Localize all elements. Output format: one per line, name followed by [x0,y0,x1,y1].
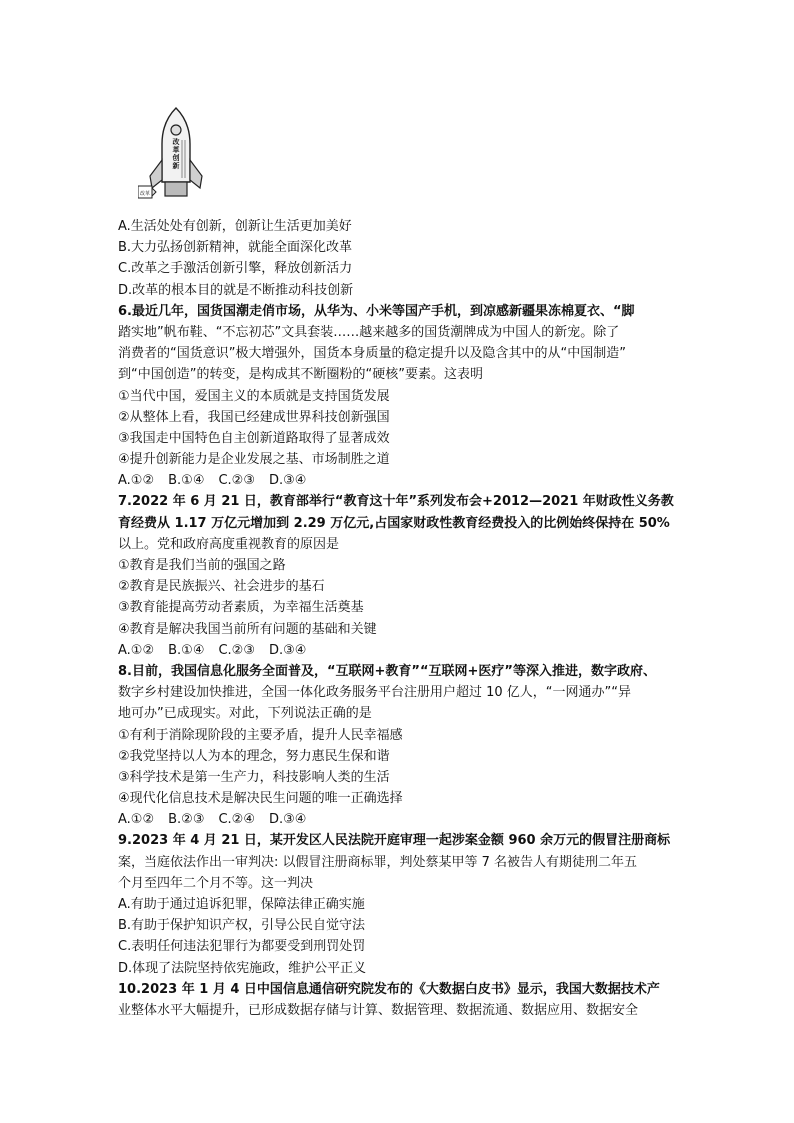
q6-choice-a: A.①② [118,473,155,489]
q7-choice-b: B.①④ [168,642,205,658]
q5-option-d: D.改革的根本目的就是不断推动科技创新 [118,282,354,298]
q5-options [118,216,678,301]
question-9 [118,830,678,978]
q8-statement-2: ②我党坚持以人为本的理念，努力惠民生保和谐 [118,748,390,764]
q6-choice-d: D.③④ [269,473,307,489]
q8-statement-3: ③科学技术是第一生产力，科技影响人类的生活 [118,769,390,785]
q7-statement-4: ④教育是解决我国当前所有问题的基础和关键 [118,621,377,637]
q8-choices [118,809,678,830]
q9-option-c: C.表明任何违法犯罪行为都要受到刑罚处罚 [118,939,366,955]
q6-stem-line: 到“中国创造”的转变，是构成其不断圈粉的“硬核”要素。这表明 [118,367,483,383]
q6-statement-2: ②从整体上看，我国已经建成世界科技创新强国 [118,409,390,425]
q8-choice-b: B.②③ [168,812,205,828]
question-6 [118,301,678,492]
q9-stem-line: 个月至四年二个月不等。这一判决 [118,875,314,891]
q8-choice-c: C.②④ [218,812,255,828]
rocket-illustration [138,104,214,204]
svg-text:改革: 改革 [139,191,151,197]
q5-option-b: B.大力弘扬创新精神，就能全面深化改革 [118,240,353,256]
q6-statement-3: ③我国走中国特色自主创新道路取得了显著成效 [118,430,390,446]
question-10 [118,979,678,1021]
q7-choices [118,640,678,661]
question-8 [118,661,678,831]
q6-stem-line: 消费者的“国货意识”极大增强外，国货本身质量的稳定提升以及隐含其中的从“中国制造” [118,346,626,362]
q7-statement-3: ③教育能提高劳动者素质，为幸福生活奠基 [118,600,364,616]
q8-statement-4: ④现代化信息技术是解决民生问题的唯一正确选择 [118,791,403,807]
q9-option-d: D.体现了法院坚持依宪施政，维护公平正义 [118,960,367,976]
q7-stem-line: 以上。党和政府高度重视教育的原因是 [118,536,340,552]
q6-statement-4: ④提升创新能力是企业发展之基、市场制胜之道 [118,452,390,468]
q9-option-a: A.有助于通过追诉犯罪，保障法律正确实施 [118,897,365,912]
q7-choice-a: A.①② [118,642,155,658]
q8-stem-line: 8.目前，我国信息化服务全面普及，“互联网+教育”“互联网+医疗”等深入推进，数字政府、 [118,663,656,679]
question-7 [118,491,678,661]
q6-choices [118,470,678,491]
q9-stem-line: 案，当庭依法作出一审判决: 以假冒注册商标罪，判处蔡某甲等 7 名被告人有期徒刑二年五 [118,854,638,870]
q5-option-a: A.生活处处有创新，创新让生活更加美好 [118,219,352,234]
q9-stem-line: 9.2023 年 4 月 21 日，某开发区人民法院开庭审理一起涉案金额 960 余万元的假冒注册商标 [118,833,671,849]
question-content [118,216,678,1021]
q7-stem-line: 7.2022 年 6 月 21 日，教育部举行“教育这十年”系列发布会+2012—2021 年财政性义务教 [118,494,674,510]
q8-stem-line: 地可办”已成现实。对此，下列说法正确的是 [118,706,372,722]
q7-choice-c: C.②③ [218,642,255,658]
q8-choice-d: D.③④ [269,812,307,828]
q8-statement-1: ①有利于消除现阶段的主要矛盾，提升人民幸福感 [118,727,403,743]
q5-option-c: C.改革之手激活创新引擎，释放创新活力 [118,261,353,277]
svg-text:新: 新 [172,162,180,170]
q6-stem-line: 踏实地”帆布鞋、“不忘初芯”文具套装……越来越多的国货潮牌成为中国人的新宠。除了 [118,324,620,340]
q6-stem-line: 6.最近几年，国货国潮走俏市场，从华为、小米等国产手机，到凉感新疆果冻棉夏衣、“脚 [118,303,635,319]
svg-text:革: 革 [172,146,180,154]
svg-text:改: 改 [172,138,180,146]
q7-choice-d: D.③④ [269,642,307,658]
q10-stem-line: 10.2023 年 1 月 4 日中国信息通信研究院发布的《大数据白皮书》显示，我国大数据技术产 [118,981,660,997]
q6-choice-c: C.②③ [218,473,255,489]
q6-choice-b: B.①④ [168,473,205,489]
q10-stem-line: 业整体水平大幅提升，已形成数据存储与计算、数据管理、数据流通、数据应用、数据安全 [118,1002,639,1018]
q7-stem-line: 育经费从 1.17 万亿元增加到 2.29 万亿元,占国家财政性教育经费投入的比例始终保持在 50% [118,515,670,531]
svg-text:创: 创 [172,154,180,162]
q7-statement-2: ②教育是民族振兴、社会进步的基石 [118,579,325,595]
q8-stem-line: 数字乡村建设加快推进，全国一体化政务服务平台注册用户超过 10 亿人，“一网通办”“异 [118,685,632,701]
q7-statement-1: ①教育是我们当前的强国之路 [118,558,286,573]
q8-choice-a: A.①② [118,812,155,828]
q6-statement-1: ①当代中国，爱国主义的本质就是支持国货发展 [118,388,390,404]
q9-option-b: B.有助于保护知识产权，引导公民自觉守法 [118,918,366,934]
